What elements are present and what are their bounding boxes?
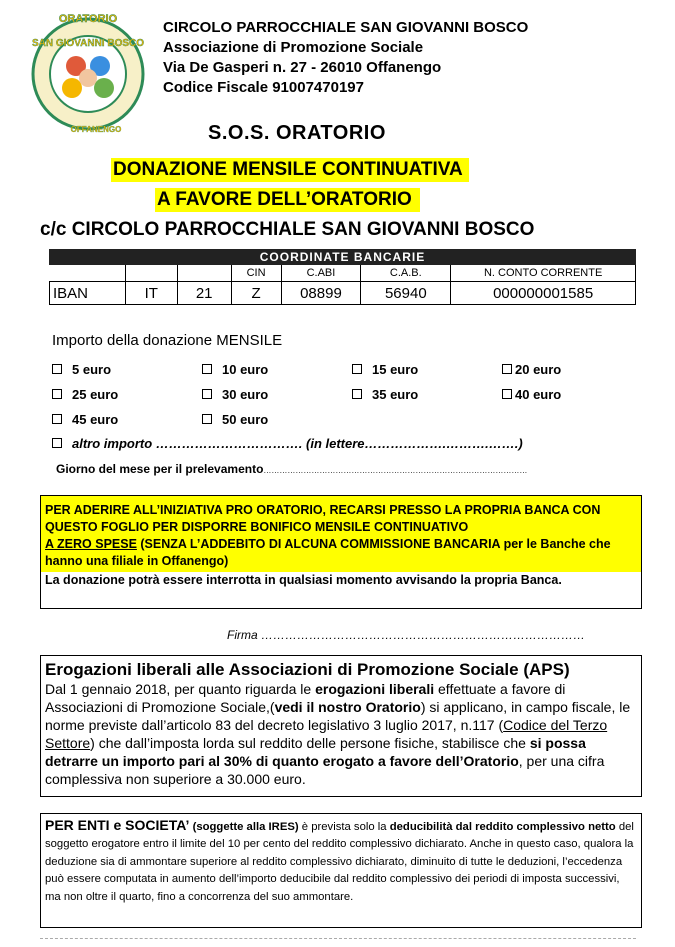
- option-25-euro[interactable]: [52, 387, 118, 402]
- importo-title: Importo della donazione MENSILE: [52, 332, 283, 349]
- option-label: 35 euro: [372, 387, 419, 402]
- logo: [26, 8, 150, 136]
- notice-text-b: (SENZA L’ADDEBITO DI ALCUNA COMMISSIONE BANCARIA per le Banche che hanno una filiale in Offanengo): [45, 537, 611, 568]
- option-50-euro[interactable]: [202, 412, 268, 427]
- bank-value-check: 21: [177, 282, 231, 305]
- checkbox[interactable]: [52, 414, 62, 424]
- notice-box: [40, 495, 642, 609]
- option-label: 25 euro: [72, 387, 119, 402]
- bank-value-cin: Z: [231, 282, 281, 305]
- checkbox[interactable]: [202, 389, 212, 399]
- option-5-euro[interactable]: [52, 362, 111, 377]
- bank-label-cin: CIN: [231, 265, 281, 282]
- account-title: c/c CIRCOLO PARROCCHIALE SAN GIOVANNI BOSCO: [40, 219, 535, 240]
- aps-b3: si possa detrarre un importo pari al 30% di quanto erogato a favore dell’Oratorio: [45, 735, 586, 769]
- aps-box: [40, 655, 642, 797]
- aps-paragraph: [41, 680, 641, 788]
- enti-b1: PER ENTI e SOCIETA’: [45, 817, 190, 833]
- option-label: 5 euro: [72, 362, 112, 377]
- enti-box: [40, 813, 642, 928]
- sos-title: S.O.S. ORATORIO: [208, 122, 386, 144]
- org-tax-code: Codice Fiscale 91007470197: [163, 79, 364, 96]
- option-10-euro[interactable]: [202, 362, 268, 377]
- aps-t4: ) che dall’imposta lorda sul reddito delle persone fisiche, stabilisce che: [90, 735, 530, 751]
- aps-t3: ) si applicano, in campo fiscale, le norme previste dall’articolo 83 del decreto legislativo 3 luglio 2017, n.117 (: [45, 699, 631, 733]
- checkbox[interactable]: [502, 364, 512, 374]
- checkbox[interactable]: [202, 364, 212, 374]
- checkbox[interactable]: [202, 414, 212, 424]
- option-altro-importo[interactable]: [52, 436, 523, 451]
- giorno-label: Giorno del mese per il prelevamento: [56, 462, 264, 476]
- logo-bottom-text: OFFANENGO: [70, 125, 122, 134]
- aps-t1: Dal 1 gennaio 2018, per quanto riguarda le: [45, 681, 316, 697]
- option-label: 40 euro: [515, 387, 562, 402]
- bank-value-iban-label: IBAN: [50, 282, 126, 305]
- checkbox[interactable]: [52, 389, 62, 399]
- notice-plain: La donazione potrà essere interrotta in qualsiasi momento avvisando la propria Banca.: [45, 573, 562, 587]
- checkbox[interactable]: [352, 364, 362, 374]
- bank-value-account: 000000001585: [451, 282, 636, 305]
- bank-value-abi: 08899: [281, 282, 361, 305]
- oratorio-logo-graphic: [26, 8, 150, 136]
- option-45-euro[interactable]: [52, 412, 118, 427]
- donation-title-line2: A FAVORE DELL’ORATORIO: [155, 188, 420, 212]
- org-address: Via De Gasperi n. 27 - 26010 Offanengo: [163, 59, 442, 76]
- giorno-dots: ………………………………………………………………………………………: [263, 466, 528, 475]
- option-40-euro[interactable]: [502, 387, 561, 402]
- bank-label: [125, 265, 177, 282]
- checkbox[interactable]: [352, 389, 362, 399]
- logo-top-text: ORATORIO: [58, 13, 118, 25]
- bank-coordinates: [49, 249, 636, 305]
- option-20-euro[interactable]: [502, 362, 561, 377]
- notice-text-a: PER ADERIRE ALL’INIZIATIVA PRO ORATORIO, RECARSI PRESSO LA PROPRIA BANCA CON QUESTO FOGLIO PER DISPORRE BONIFICO MENSILE CONTINUATIVO: [45, 503, 601, 534]
- enti-paragraph: [41, 814, 641, 906]
- option-label: 30 euro: [222, 387, 269, 402]
- option-label: 10 euro: [222, 362, 269, 377]
- org-header: [163, 18, 528, 98]
- option-label: 15 euro: [372, 362, 419, 377]
- checkbox[interactable]: [52, 438, 62, 448]
- signature-field[interactable]: Firma ………………………………………………………………………: [227, 628, 585, 642]
- bank-header: COORDINATE BANCARIE: [49, 249, 636, 265]
- donation-title-line1: DONAZIONE MENSILE CONTINUATIVA: [111, 158, 469, 182]
- enti-t2: del soggetto erogatore entro il limite del 10 per cento del reddito complessivo dichiarato. Anche in questo caso, qualora la deduzione sia di ammontare superiore al reddito complessivo dichiarato, diminuito di tutte le deduzioni, l’eccedenza può essere computata in aumento dell’importo deducibile dal reddito complessivo dei periodi di imposta successivi, ma non oltre il quarto, fino a concorrenza del suo ammontare.: [45, 821, 634, 903]
- bank-value-cab: 56940: [361, 282, 451, 305]
- bank-value-country: IT: [125, 282, 177, 305]
- bank-label-row: [50, 265, 636, 282]
- enti-b2: (soggette alla IRES): [189, 821, 299, 833]
- aps-b2: vedi il nostro Oratorio: [274, 699, 421, 715]
- bank-label: [50, 265, 126, 282]
- enti-b3: deducibilità dal reddito complessivo netto: [389, 821, 616, 833]
- aps-heading: Erogazioni liberali alle Associazioni di Promozione Sociale (APS): [45, 660, 570, 679]
- giorno-field[interactable]: [56, 462, 527, 476]
- checkbox[interactable]: [52, 364, 62, 374]
- aps-t5: , per una cifra complessiva non superiore a 30.000 euro.: [45, 753, 605, 787]
- bank-label: [177, 265, 231, 282]
- option-label: 20 euro: [515, 362, 562, 377]
- notice-highlight: [41, 496, 641, 572]
- bank-value-row: [50, 282, 636, 305]
- bank-label-cab: C.A.B.: [361, 265, 451, 282]
- org-name: CIRCOLO PARROCCHIALE SAN GIOVANNI BOSCO: [163, 19, 529, 36]
- option-30-euro[interactable]: [202, 387, 268, 402]
- bank-label-account: N. CONTO CORRENTE: [451, 265, 636, 282]
- enti-t1: è prevista solo la: [298, 821, 390, 833]
- option-35-euro[interactable]: [352, 387, 418, 402]
- bank-table: [49, 265, 636, 305]
- checkbox[interactable]: [502, 389, 512, 399]
- notice-zero-spese: A ZERO SPESE: [45, 537, 137, 551]
- option-label: 45 euro: [72, 412, 119, 427]
- bottom-divider: [40, 938, 636, 939]
- altro-label: altro importo ……………………………. (in lettere……………….……….…….): [72, 436, 523, 451]
- option-15-euro[interactable]: [352, 362, 418, 377]
- aps-t2: effettuate a favore di Associazioni di Promozione Sociale,(: [45, 681, 566, 715]
- bank-label-abi: C.ABI: [281, 265, 361, 282]
- org-type: Associazione di Promozione Sociale: [163, 39, 424, 56]
- logo-ring-text: SAN GIOVANNI BOSCO: [31, 38, 145, 49]
- option-label: 50 euro: [222, 412, 269, 427]
- aps-u1: Codice del Terzo Settore: [45, 717, 608, 751]
- aps-b1: erogazioni liberali: [315, 681, 435, 697]
